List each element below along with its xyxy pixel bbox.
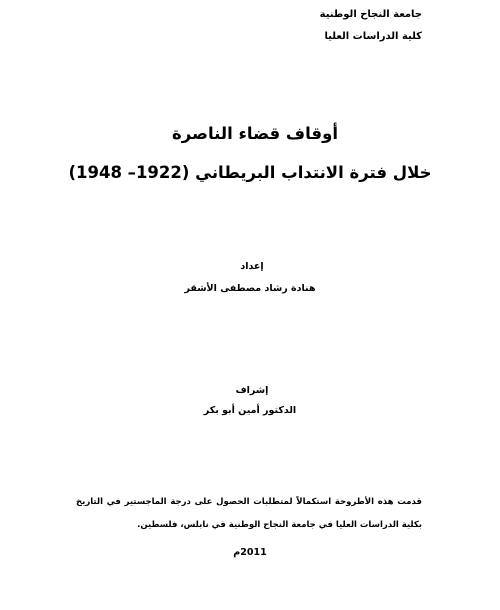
thesis-statement-line-2: بكلية الدراسات العليا في جامعة النجاح الوطنية في نابلس، فلسطين.	[137, 520, 422, 530]
thesis-title-line-1: أوقاف قضاء الناصرة	[172, 124, 338, 143]
student-name: هنادة رشاد مصطفى الأشقر	[184, 283, 316, 294]
prepared-by-label: إعداد	[240, 261, 264, 272]
faculty-name: كلية الدراسات العليا	[324, 31, 422, 42]
thesis-title-line-2: خلال فترة الانتداب البريطاني (1922– 1948)	[68, 163, 432, 182]
supervision-label: إشراف	[235, 385, 269, 396]
thesis-statement-line-1: قدمت هذه الأطروحة استكمالاً لمتطلبات الحصول على درجة الماجستير في التاريخ	[76, 497, 422, 507]
university-name: جامعة النجاح الوطنية	[319, 9, 422, 20]
supervisor-name: الدكتور أمين أبو بكر	[203, 405, 297, 416]
submission-year: 2011م	[233, 547, 267, 558]
